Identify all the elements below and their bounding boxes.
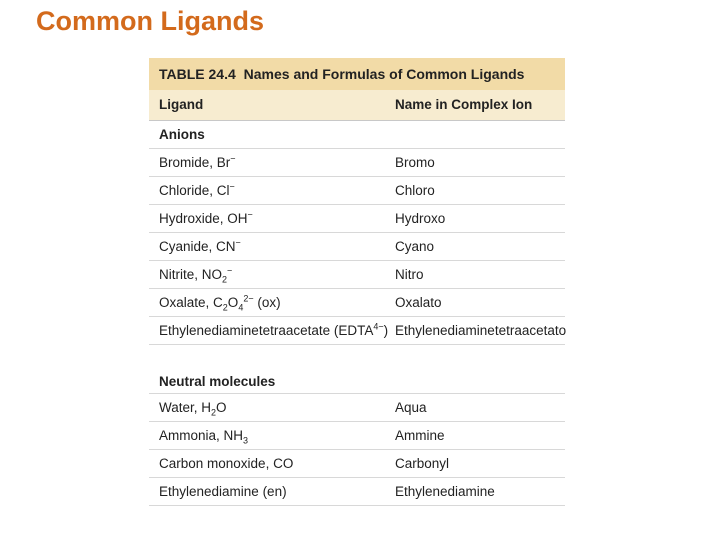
complex-ion-name: Bromo xyxy=(395,155,435,170)
table-row xyxy=(149,289,565,317)
ligand-formula: Carbon monoxide, CO xyxy=(159,456,294,471)
table-row xyxy=(149,205,565,233)
section-heading-anions xyxy=(149,121,565,149)
table-row xyxy=(149,149,565,177)
table-caption xyxy=(149,58,565,90)
complex-ion-name: Ethylenediamine xyxy=(395,484,495,499)
slide-title: Common Ligands xyxy=(36,6,264,36)
table-caption-text: Names and Formulas of Common Ligands xyxy=(243,66,525,82)
ligand-formula: Bromide, Br− xyxy=(159,153,236,170)
ligand-formula: Chloride, Cl− xyxy=(159,181,235,198)
complex-ion-name: Aqua xyxy=(395,400,427,415)
section-label: Anions xyxy=(159,127,205,142)
ligand-formula: Water, $H_2O$ xyxy=(159,400,227,418)
ligands-table xyxy=(149,58,565,506)
section-heading-neutral xyxy=(149,367,565,394)
column-header-ligand: Ligand xyxy=(159,97,204,112)
complex-ion-name: Nitro xyxy=(395,267,424,282)
table-row xyxy=(149,317,565,345)
ligand-formula: Hydroxide, OH− xyxy=(159,209,253,226)
ligand-formula: Nitrite, $NO_2^-$ xyxy=(159,265,233,285)
ligand-formula: Ethylenediaminetetraacetate $(EDTA^{4-})$ xyxy=(159,321,389,338)
complex-ion-name: Chloro xyxy=(395,183,435,198)
table-number: TABLE 24.4 xyxy=(159,66,236,82)
neutral-rows xyxy=(149,394,565,506)
table-row xyxy=(149,233,565,261)
section-label: Neutral molecules xyxy=(159,374,276,389)
table-row xyxy=(149,177,565,205)
complex-ion-name: Carbonyl xyxy=(395,456,450,471)
column-header-name: Name in Complex Ion xyxy=(395,97,533,112)
complex-ion-name: Ethylenediaminetetraacetato xyxy=(395,323,567,338)
anions-rows xyxy=(149,149,565,345)
complex-ion-name: Cyano xyxy=(395,239,435,254)
ligand-formula: Ethylenediamine (en) xyxy=(159,484,287,499)
table-header xyxy=(149,90,565,121)
ligand-formula: Cyanide, CN− xyxy=(159,237,241,254)
complex-ion-name: Oxalato xyxy=(395,295,442,310)
table-row xyxy=(149,261,565,289)
table-row xyxy=(149,422,565,450)
ligand-formula: Oxalate, $C_2O_4^{2-}$ (ox) xyxy=(159,293,281,313)
table-row xyxy=(149,450,565,478)
ligand-formula: Ammonia, $NH_3$ xyxy=(159,428,249,446)
complex-ion-name: Hydroxo xyxy=(395,211,446,226)
table-row xyxy=(149,394,565,422)
complex-ion-name: Ammine xyxy=(395,428,445,443)
section-spacer xyxy=(149,345,565,367)
table-row xyxy=(149,478,565,506)
